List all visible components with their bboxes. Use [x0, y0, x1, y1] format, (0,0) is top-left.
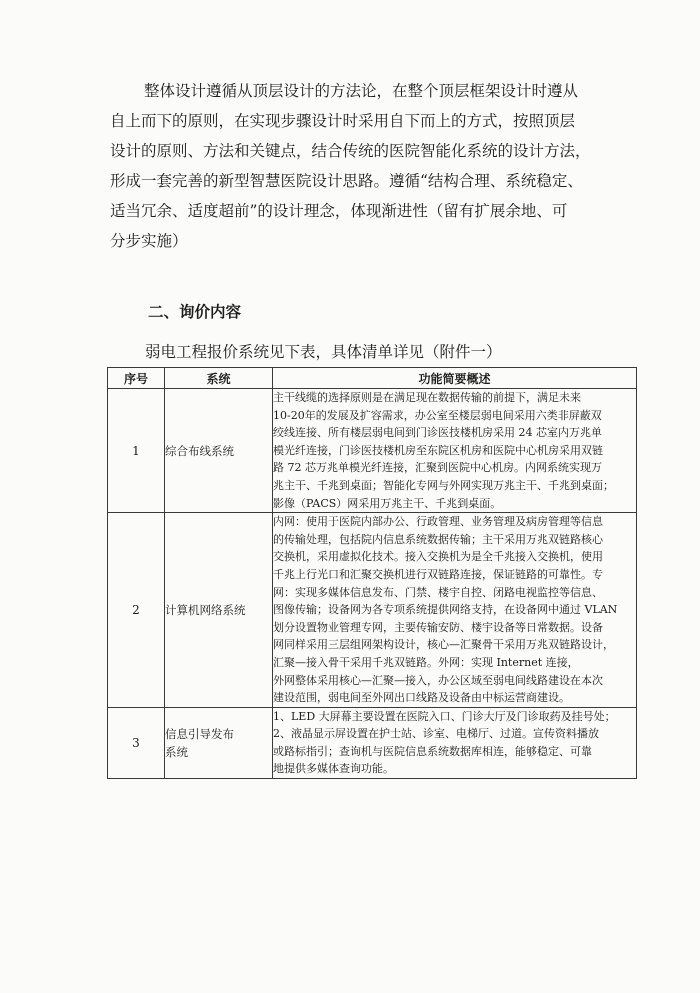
table-header-row	[108, 368, 637, 389]
row-system-line: 信息引导发布	[165, 726, 234, 741]
desc-line: 网同样采用三层组网架构设计，核心—汇聚骨干采用万兆双链路设计，	[273, 638, 614, 652]
row-desc	[273, 389, 637, 513]
desc-line: 10-20年的发展及扩容需求，办公室至楼层弱电间采用六类非屏蔽双	[273, 408, 602, 422]
desc-line: 千兆上行光口和汇聚交换机进行双链路连接，保证链路的可靠性。专	[273, 567, 603, 581]
paragraph-line: 适当冗余、适度超前”的设计理念，体现渐进性（留有扩展余地、可	[110, 202, 568, 220]
desc-line: 主干线缆的选择原则是在满足现在数据传输的前提下，满足未来	[273, 391, 581, 404]
paragraph-line: 形成一套完善的新型智慧医院设计思路。遵循“结构合理、系统稳定、	[110, 172, 583, 190]
desc-line: 交换机，采用虚拟化技术。接入交换机为是全千兆接入交换机，使用	[273, 550, 603, 564]
desc-line: 内网：使用于医院内部办公、行政管理、业务管理及病房管理等信息	[273, 515, 603, 529]
desc-line: 影像（PACS）网采用万兆主干、千兆到桌面。	[273, 496, 502, 510]
table-row	[108, 513, 637, 708]
desc-line: 汇聚—接入骨干采用千兆双链路。外网：实现 Internet 连接，	[273, 655, 579, 669]
row-num: 3	[108, 707, 165, 778]
row-system-line: 系统	[165, 744, 188, 759]
desc-line: 建设范围，弱电间至外网出口线路及设备由中标运营商建设。	[273, 691, 570, 705]
row-system: 计算机网络系统	[165, 513, 273, 708]
desc-line: 或路标指引；查询机与医院信息系统数据库相连，能够稳定、可靠	[273, 744, 592, 758]
row-num: 2	[108, 513, 165, 708]
desc-line: 路 72 芯万兆单模光纤连接，汇聚到医院中心机房。内网系统实现万	[273, 461, 602, 475]
paragraph-line: 分步实施）	[110, 232, 188, 250]
header-system: 系统	[165, 368, 273, 389]
desc-line: 模光纤连接，门诊医技楼机房至东院区机房和医院中心机房采用双链	[273, 443, 603, 457]
desc-line: 图像传输；设备网为各专项系统提供网络支持，在设备网中通过 VLAN	[273, 603, 618, 617]
desc-line: 划分设置物业管理专网，主要传输安防、楼宇设备等日常数据。设备	[273, 620, 603, 634]
desc-line: 地提供多媒体查询功能。	[273, 762, 394, 776]
row-desc	[273, 513, 637, 708]
desc-line: 网：实现多媒体信息发布、门禁、楼宇自控、闭路电视监控等信息、	[273, 585, 603, 599]
row-num: 1	[108, 389, 165, 513]
desc-line: 兆主干、千兆到桌面；智能化专网与外网实现万兆主干、千兆到桌面；	[273, 478, 614, 492]
paragraph-line: 自上而下的原则，在实现步骤设计时采用自下而上的方式，按照顶层	[110, 112, 576, 130]
desc-line: 1、LED 大屏幕主要设置在医院入口、门诊大厅及门诊取药及挂号处；	[273, 709, 616, 723]
paragraph-line: 设计的原则、方法和关键点，结合传统的医院智能化系统的设计方法，	[110, 142, 591, 160]
desc-line: 的传输处理，包括院内信息系统数据传输；主干采用万兆双链路核心	[273, 532, 603, 546]
table-row	[108, 707, 637, 778]
desc-line: 绞线连接、所有楼层弱电间到门诊医技楼机房采用 24 芯室内万兆单	[273, 426, 602, 440]
intro-text: 弱电工程报价系统见下表，具体清单详见（附件一）	[145, 343, 502, 361]
design-paragraph	[110, 76, 630, 256]
desc-line: 2、液晶显示屏设置在护士站、诊室、电梯厅、过道。宣传资料播放	[273, 727, 599, 741]
row-desc	[273, 707, 637, 778]
row-system: 综合布线系统	[165, 389, 273, 513]
header-num: 序号	[108, 368, 165, 389]
table-row	[108, 389, 637, 513]
paragraph-line: 整体设计遵循从顶层设计的方法论，在整个顶层框架设计时遵从	[144, 82, 579, 100]
section-heading: 二、询价内容	[148, 303, 242, 321]
row-system	[165, 707, 273, 778]
header-desc: 功能简要概述	[273, 368, 637, 389]
system-table	[107, 367, 637, 779]
desc-line: 外网整体采用核心—汇聚—接入，办公区域至弱电间线路建设在本次	[273, 673, 603, 687]
